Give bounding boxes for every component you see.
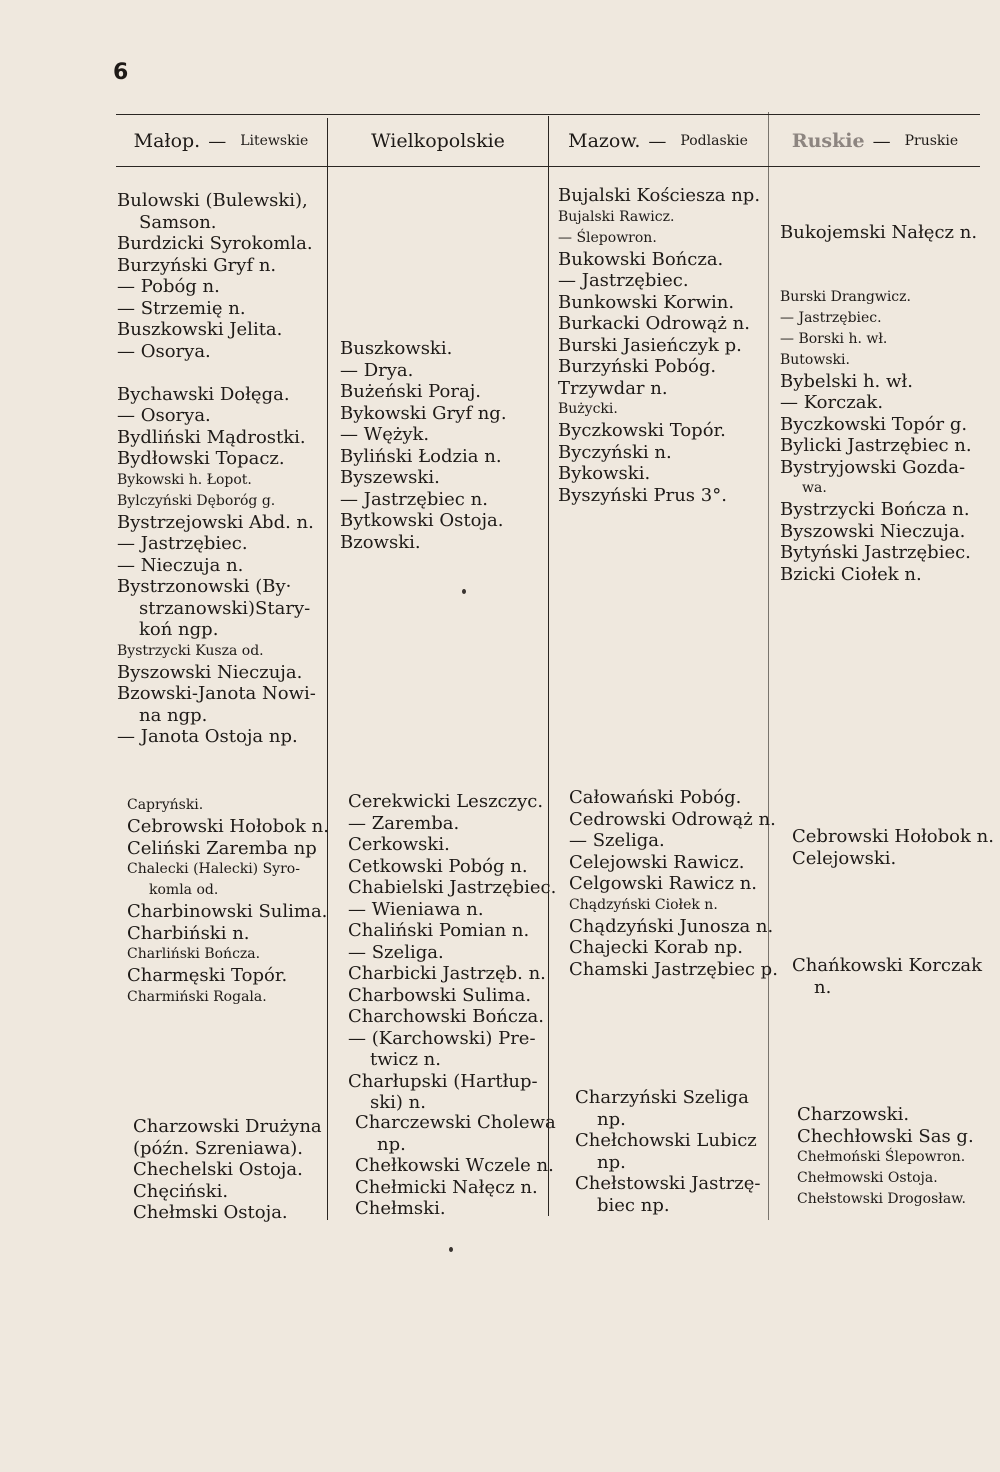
entries-s2-malop (127, 795, 329, 1008)
entry-line: Bużeński Poraj. (340, 381, 482, 402)
header-sub: Podlaskie (680, 133, 748, 149)
column-header-ruskie: Ruskie — Pruskie (791, 130, 959, 152)
entry-line: — Wieniawa n. (348, 898, 484, 920)
entry-line: Byszewski. (340, 467, 440, 488)
entry-line: twicz n. (370, 1049, 441, 1070)
entry-line: Bykowski h. Łopot. (117, 471, 252, 488)
entry-line (780, 244, 977, 266)
entry-line: — (Karchowski) Pre- (348, 1027, 536, 1049)
entry-line (792, 869, 994, 891)
entry-line: Chabielski Jastrzębiec. (348, 877, 557, 898)
entry-line: — Drya. (340, 359, 414, 381)
entries-s2-ruskie (792, 826, 994, 998)
entry-line: na ngp. (139, 704, 208, 726)
entry-line: Byczkowski Topór. (558, 420, 726, 441)
entry-line (117, 362, 316, 384)
entry-line: Charbowski Sulima. (348, 984, 532, 1006)
entry-line: — Borski h. wł. (780, 330, 888, 347)
entry-line: Bulowski (Bulewski), (117, 190, 308, 211)
entry-line: Byczkowski Topór g. (780, 413, 968, 435)
entry-line: Bużycki. (558, 401, 618, 417)
entry-line: Charzowski Drużyna (133, 1116, 322, 1137)
entry-line: Cebrowski Hołobok n. (127, 816, 329, 837)
entries-s2-wielkopolskie (348, 791, 556, 1114)
entry-line: — Jastrzębiec n. (340, 488, 488, 510)
entry-line: — Ślepowron. (558, 229, 657, 246)
entry-line: Bydłowski Topacz. (117, 448, 285, 469)
entry-line: Bzowski. (340, 531, 421, 553)
entry-line: Charbicki Jastrzęb. n. (348, 963, 546, 984)
entry-line: Trzywdar n. (558, 377, 668, 399)
entry-line: strzanowski)Stary- (139, 597, 311, 619)
entry-line: Butowski. (780, 351, 850, 368)
entries-s3-mazow (575, 1087, 760, 1216)
entry-line: Burski Drangwicz. (780, 288, 911, 305)
entry-line: Cedrowski Odrowąż n. (569, 808, 776, 830)
entry-line: Chełkowski Wczele n. (355, 1155, 554, 1176)
entry-line: Chełstowski Drogosław. (797, 1191, 966, 1207)
entry-line: Bydliński Mądrostki. (117, 426, 306, 448)
entry-line: — Janota Ostoja np. (117, 726, 298, 747)
entry-line: Chełchowski Lubicz (575, 1130, 757, 1151)
entry-line: Cerkowski. (348, 834, 450, 855)
entry-line: Cetkowski Pobóg n. (348, 855, 528, 877)
entry-line: Chądzyński Ciołek n. (569, 896, 718, 913)
entry-line: Chajecki Korab np. (569, 937, 744, 958)
entry-line (792, 891, 994, 913)
entry-line: Bytkowski Ostoja. (340, 510, 504, 531)
entry-line: — Szeliga. (348, 941, 444, 963)
entry-line: Bylczyński Dęboróg g. (117, 492, 276, 509)
header-sub: Litewskie (240, 133, 309, 149)
entry-line: Bybelski h. wł. (780, 370, 913, 392)
entry-line: Burski Jasieńczyk p. (558, 334, 742, 356)
entry-line: Bukowski Bończa. (558, 248, 724, 270)
entry-line: Bystrzycki Bończa n. (780, 499, 970, 520)
entry-line: Capryński. (127, 797, 204, 813)
entry-line: Charczewski Cholewa (355, 1112, 556, 1133)
entry-line: Bunkowski Korwin. (558, 291, 735, 313)
entry-line: — Korczak. (780, 392, 884, 413)
entry-line: Bujalski Kościesza np. (558, 185, 761, 206)
entry-line: Buszkowski Jelita. (117, 319, 283, 340)
entry-line: — Jastrzębiec. (117, 533, 248, 554)
entry-line: — Wężyk. (340, 424, 430, 445)
entry-line: — Szeliga. (569, 830, 665, 851)
entries-s1-mazow (558, 185, 760, 506)
column-header-mazow: Mazow. — Podlaskie (568, 130, 748, 152)
entry-line: Chądzyński Junosza n. (569, 915, 774, 937)
entry-line: Bytyński Jastrzębiec. (780, 542, 971, 563)
entries-s1-wielkopolskie (340, 338, 507, 553)
entry-line: Celejowski. (792, 847, 897, 869)
entry-line: wa. (802, 480, 827, 496)
entry-line (792, 934, 994, 956)
entry-line: ski) n. (370, 1092, 426, 1113)
header-name: Wielkopolskie (371, 130, 505, 152)
page-number: 6 (113, 60, 129, 85)
entries-s3-wielkopolskie (355, 1112, 556, 1220)
entry-line (792, 912, 994, 934)
entry-line (780, 265, 977, 287)
entry-line: Chełmicki Nałęcz n. (355, 1176, 538, 1198)
entry-line: Chalecki (Halecki) Syro- (127, 861, 300, 877)
entry-line: Bykowski Gryf ng. (340, 402, 507, 424)
entry-line: Charliński Bończa. (127, 946, 261, 962)
entry-line: Chełmowski Ostoja. (797, 1170, 938, 1186)
entry-line: Bychawski Dołęga. (117, 383, 290, 405)
entry-line: Chaliński Pomian n. (348, 920, 530, 941)
entry-line: Bystryjowski Gozda- (780, 456, 966, 478)
column-header-wielkopolskie (328, 118, 548, 164)
entry-line: Celejowski Rawicz. (569, 851, 745, 873)
entry-line: Chechłowski Sas g. (797, 1125, 974, 1147)
entry-line: Charbiński n. (127, 922, 250, 944)
entry-line: Bykowski. (558, 463, 651, 484)
entries-s3-ruskie (797, 1104, 974, 1210)
entry-line: — Strzemię n. (117, 297, 246, 319)
entry-line: Bzowski-Janota Nowi- (117, 683, 316, 704)
entry-line: Bystrzonowski (By· (117, 576, 292, 597)
column-divider-3 (768, 112, 769, 1220)
entry-line: Chełmski Ostoja. (133, 1202, 288, 1223)
entry-line: biec np. (597, 1194, 670, 1216)
entry-line: — Jastrzębiec. (780, 309, 882, 326)
entry-line: Samson. (139, 211, 217, 233)
entry-line: Celiński Zaremba np (127, 837, 317, 859)
header-sub: Pruskie (904, 133, 959, 149)
column-divider-1 (327, 118, 328, 1220)
top-rule (116, 114, 980, 115)
entry-line: Chełmski. (355, 1198, 446, 1219)
entry-line: Charzowski. (797, 1104, 910, 1125)
entry-line: Chełmoński Ślepowron. (797, 1149, 966, 1165)
entry-line: komla od. (149, 882, 219, 898)
entry-line: Burzyński Gryf n. (117, 254, 277, 276)
entry-line: Charłupski (Hartłup- (348, 1070, 538, 1092)
entry-line: Burzyński Pobóg. (558, 356, 717, 377)
entry-line: Chęciński. (133, 1180, 229, 1202)
entry-line: Cebrowski Hołobok n. (792, 826, 994, 847)
entry-line: Charbinowski Sulima. (127, 901, 328, 922)
entry-line: Byliński Łodzia n. (340, 445, 502, 467)
entry-line: (późn. Szreniawa). (133, 1137, 303, 1159)
entry-line: Bystrzycki Kusza od. (117, 642, 264, 659)
entry-line: Burkacki Odrowąż n. (558, 313, 750, 334)
entry-line: Bystrzejowski Abd. n. (117, 511, 314, 533)
ink-speck (449, 1247, 453, 1252)
entry-line: Buszkowski. (340, 338, 453, 359)
entry-line: — Jastrzębiec. (558, 270, 689, 291)
entries-s1-ruskie (780, 222, 977, 585)
entry-line: Chechelski Ostoja. (133, 1159, 303, 1180)
entry-line: Całowański Pobóg. (569, 787, 742, 808)
entry-line: np. (377, 1133, 406, 1155)
entry-line: Bylicki Jastrzębiec n. (780, 435, 972, 456)
entry-line: Chańkowski Korczak (792, 955, 983, 976)
entry-line: Bukojemski Nałęcz n. (780, 222, 978, 243)
entry-line: Chełstowski Jastrzę- (575, 1173, 761, 1194)
entry-line: np. (597, 1151, 626, 1173)
entry-line: Charmiński Rogala. (127, 988, 267, 1005)
entry-line: — Osorya. (117, 340, 211, 362)
entry-line: — Zaremba. (348, 812, 460, 834)
entry-line: Bujalski Rawicz. (558, 208, 675, 225)
entry-line: Charmęski Topór. (127, 965, 288, 986)
entry-line: n. (814, 976, 832, 998)
entry-line: Burdzicki Syrokomla. (117, 233, 313, 254)
ink-speck (462, 589, 466, 594)
entries-s3-malop (133, 1116, 322, 1224)
entry-line: Byszyński Prus 3°. (558, 484, 727, 506)
entry-line: Byczyński n. (558, 441, 672, 463)
header-name: Małop. (133, 130, 201, 152)
entries-s2-mazow (569, 787, 778, 980)
header-name: Mazow. (568, 130, 641, 152)
entry-line: Bzicki Ciołek n. (780, 563, 922, 585)
entry-line: koń ngp. (139, 619, 219, 640)
entry-line: Charzyński Szeliga (575, 1087, 749, 1108)
header-name: Ruskie (791, 130, 865, 152)
entry-line: Charchowski Bończa. (348, 1006, 544, 1027)
entry-line: Chamski Jastrzębiec p. (569, 958, 778, 980)
entries-s1-malop (117, 190, 316, 748)
entry-line: Byszowski Nieczuja. (117, 661, 303, 683)
entry-line: — Osorya. (117, 405, 211, 426)
entry-line: — Nieczuja n. (117, 554, 244, 576)
column-header-malop: Małop. — Litewskie (133, 130, 309, 152)
entry-line: Byszowski Nieczuja. (780, 520, 966, 542)
entry-line: np. (597, 1108, 626, 1130)
entry-line: — Pobóg n. (117, 276, 220, 297)
entry-line: Cerekwicki Leszczyc. (348, 791, 544, 812)
entry-line: Celgowski Rawicz n. (569, 873, 758, 894)
